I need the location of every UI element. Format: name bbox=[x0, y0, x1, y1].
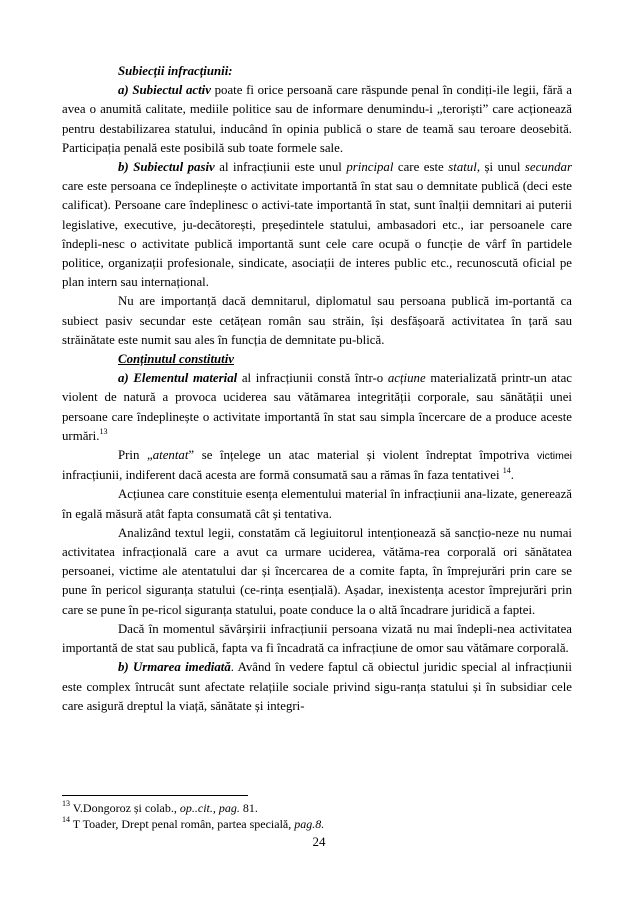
italic-run: statul bbox=[448, 160, 477, 175]
text-run: care este persoana ce îndeplinește o activitate importantă în stat sau o demnitate publică (deci este calificat). Persoane care îndeplinesc o activi-tate importantă în stat, sunt înalții demnitari ai puterii legislative, executive, ju-decătorești, președintele statului, ambasadori etc., iar persoanele care îndepli-nesc o activitate publică importantă sunt cele care ocupă o funcție de vârf în partidele politice, organizații profesionale, sindicate, asociații de interes public etc., recunoscută oficial pe plan intern sau internațional. bbox=[62, 179, 572, 290]
footnote-number: 14 bbox=[62, 815, 70, 824]
paragraph bbox=[62, 620, 572, 658]
text-run: Dacă în momentul săvârșirii infracțiunii persoana vizată nu mai îndepli-nea activitatea importantă de stat sau publică, fapta va fi încadrată ca infracțiune de omor sau vătămare corporală. bbox=[62, 621, 572, 656]
footnote bbox=[62, 800, 582, 816]
footnote-divider bbox=[62, 795, 248, 796]
paragraph bbox=[62, 81, 572, 158]
italic-run: secundar bbox=[524, 160, 572, 175]
text-run: care este bbox=[393, 160, 449, 175]
text-run: poate fi orice persoană care răspunde penal în condiți-ile legii, fără a avea o anumită calitate, mediile politice sau de informare denumindu-i „teroriști” care acționează pentru destabilizarea statului, inducând în opinia publică o stare de teamă sau teroare deosebită. Participația penală este posibilă sub toate formele sale. bbox=[62, 83, 573, 155]
footnote-italic: op..cit., pag. bbox=[179, 801, 240, 815]
heading-subjects: Subiecții infracțiunii: bbox=[118, 64, 233, 78]
text-run: . Având în vedere faptul că obiectul juridic special al infracțiunii este complex întrucât sunt afectate relațiile sociale privind sigu-ranța statului și în subsidiar cele care asigură dreptul la viață, sănătate și integri- bbox=[62, 660, 572, 713]
subheading: b) Subiectul pasiv bbox=[118, 160, 215, 175]
paragraph bbox=[62, 446, 572, 485]
paragraph bbox=[62, 350, 572, 369]
footnote-italic: pag.8. bbox=[294, 817, 325, 831]
text-run: materializată printr-un atac violent de natură a provoca uciderea sau vătămarea integrității corporale, sau sănătății unei persoane care îndeplinește o activitate importantă în stat sau simpla încercare de a produce aceste urmări. bbox=[62, 371, 572, 443]
italic-run: principal bbox=[346, 160, 394, 175]
footnote bbox=[62, 816, 582, 832]
paragraph bbox=[62, 524, 572, 620]
text-run: , și unul bbox=[476, 160, 525, 175]
page-body bbox=[62, 62, 572, 716]
paragraph bbox=[62, 62, 572, 81]
footnote-number: 13 bbox=[62, 799, 70, 808]
paragraph bbox=[62, 369, 572, 446]
footnote-text: V.Dongoroz și colab., bbox=[70, 801, 180, 815]
footnote-ref[interactable]: 14 bbox=[502, 466, 511, 476]
text-run: . bbox=[510, 468, 514, 483]
subheading: a) Subiectul activ bbox=[118, 83, 211, 98]
subheading: b) Urmarea imediată bbox=[118, 660, 231, 675]
italic-run: acțiune bbox=[387, 371, 426, 386]
paragraph bbox=[62, 158, 572, 292]
text-run: al infracțiunii este unul bbox=[214, 160, 347, 175]
page-number: 24 bbox=[312, 834, 326, 849]
footnote-ref[interactable]: 13 bbox=[99, 426, 108, 436]
text-run-small: victimei bbox=[537, 450, 573, 463]
heading-constitutive-content: Conținutul constitutiv bbox=[118, 352, 234, 367]
paragraph bbox=[62, 485, 572, 523]
text-run: Nu are importanță dacă demnitarul, diplomatul sau persoana publică im-portantă ca subiect pasiv secundar este cetățean român sau străin, își desfășoară activitatea în țară sau străinătate este numit sau ales în funcția de demnitate pu-blică. bbox=[62, 294, 572, 347]
text-run: Acțiunea care constituie esența elementului material în infracțiunii ana-lizate, generează în egală măsură atât fapta consumată cât și tentativa. bbox=[62, 487, 572, 521]
subheading: a) Elementul material bbox=[118, 371, 238, 386]
paragraph bbox=[62, 292, 572, 350]
paragraph bbox=[62, 658, 572, 716]
text-run: Analizând textul legii, constatăm că legiuitorul intenționează să sancțio-neze nu numai activitatea infracțională care a avut ca urmare uciderea, vătăma-rea corporală ori sănătatea persoanei, victime ale atentatului dar și încercarea de a comite fapta, în împrejurări prin care se pune în pericol siguranța statului (ce-rința esențială). Așadar, inexistența acestor împrejurări prin care se pune în pe-ricol siguranța statului, poate conduce la o altă încadrare juridică a faptei. bbox=[62, 525, 572, 617]
footnote-text: T Toader, Drept penal român, partea specială, bbox=[70, 817, 295, 831]
text-run: Prin „ bbox=[118, 448, 153, 463]
text-run: al infracțiunii constă într-o bbox=[237, 371, 388, 386]
italic-run: atentat bbox=[152, 448, 189, 463]
text-run: ” se înțelege un atac material și violent îndreptat împotriva bbox=[188, 448, 537, 463]
footnote-text-end: 81. bbox=[239, 801, 258, 815]
text-run: infracțiunii, indiferent dacă acesta are formă consumată sau a rămas în faza tentativei bbox=[62, 468, 503, 483]
